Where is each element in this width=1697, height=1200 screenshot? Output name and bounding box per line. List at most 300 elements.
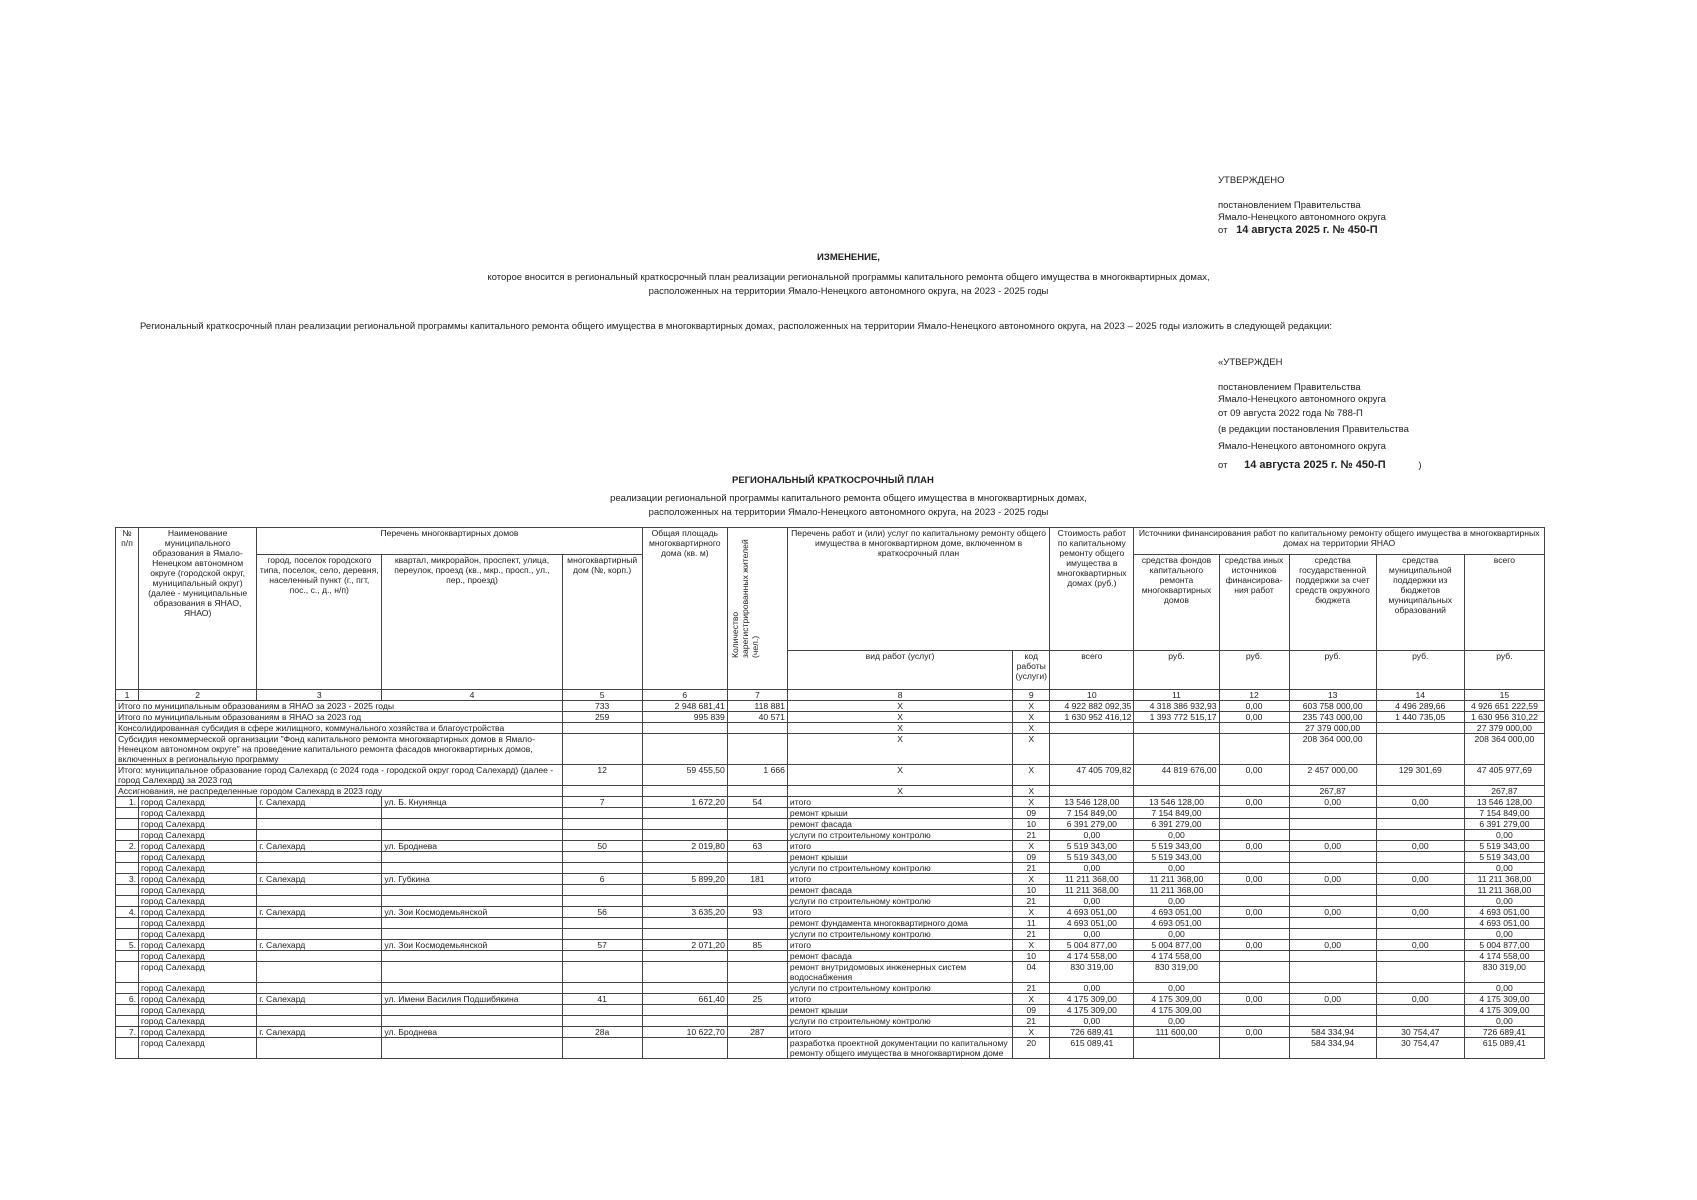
row-state — [1289, 863, 1376, 874]
row-muni: 0,00 — [1376, 940, 1464, 951]
summary-total: 4 926 651 222,59 — [1464, 701, 1544, 712]
row-work-code: 20 — [1013, 1038, 1050, 1059]
row-number — [116, 863, 139, 874]
row-house — [562, 983, 642, 994]
approved2-line4: (в редакции постановления Правительства — [1218, 424, 1409, 435]
row-cost: 4 693 051,00 — [1050, 918, 1134, 929]
row-muni — [1376, 1005, 1464, 1016]
row-municipality: город Салехард — [139, 962, 257, 983]
row-number: 6. — [116, 994, 139, 1005]
row-residents — [727, 808, 787, 819]
approved2-line2: Ямало-Ненецкого автономного округа — [1218, 394, 1386, 405]
row-street: ул. Броднева — [382, 841, 562, 852]
summary-state: 27 379 000,00 — [1289, 723, 1376, 734]
row-fund: 4 693 051,00 — [1134, 918, 1219, 929]
header-rub-15: руб. — [1464, 651, 1544, 690]
row-other — [1219, 929, 1289, 940]
row-city — [257, 819, 382, 830]
summary-area — [642, 723, 727, 734]
row-area: 5 899,20 — [642, 874, 727, 885]
row-number — [116, 830, 139, 841]
summary-cost — [1050, 723, 1134, 734]
row-street — [382, 896, 562, 907]
row-total: 0,00 — [1464, 863, 1544, 874]
row-number: 7. — [116, 1027, 139, 1038]
column-number: 7 — [727, 690, 787, 701]
row-other — [1219, 1038, 1289, 1059]
row-muni: 0,00 — [1376, 797, 1464, 808]
row-other — [1219, 1005, 1289, 1016]
header-house: многоквартирный дом (№, корп.) — [562, 555, 642, 690]
row-work-type: итого — [787, 841, 1012, 852]
row-work-type: итого — [787, 994, 1012, 1005]
summary-works: X — [787, 786, 1012, 797]
row-number — [116, 929, 139, 940]
summary-fund: 1 393 772 515,17 — [1134, 712, 1219, 723]
header-source-fund: средства фондов капитального ремонта многоквартирных домов — [1134, 555, 1219, 651]
row-house: 28а — [562, 1027, 642, 1038]
row-other — [1219, 983, 1289, 994]
row-fund: 4 175 309,00 — [1134, 1005, 1219, 1016]
row-municipality: город Салехард — [139, 863, 257, 874]
row-city — [257, 929, 382, 940]
row-area: 2 019,80 — [642, 841, 727, 852]
row-fund: 4 693 051,00 — [1134, 907, 1219, 918]
header-source-other: средства иных источников финансирова-ния работ — [1219, 555, 1289, 651]
approved2-date: 14 августа 2025 г. № 450-П — [1244, 459, 1386, 471]
summary-total: 267,87 — [1464, 786, 1544, 797]
row-muni: 0,00 — [1376, 907, 1464, 918]
row-number — [116, 951, 139, 962]
summary-other: 0,00 — [1219, 765, 1289, 786]
row-residents: 85 — [727, 940, 787, 951]
row-area: 661,40 — [642, 994, 727, 1005]
row-house: 57 — [562, 940, 642, 951]
row-work-code: 21 — [1013, 1016, 1050, 1027]
row-work-type: услуги по строительному контролю — [787, 929, 1012, 940]
table-row — [116, 841, 1545, 852]
row-residents: 93 — [727, 907, 787, 918]
row-cost: 4 693 051,00 — [1050, 907, 1134, 918]
row-muni — [1376, 918, 1464, 929]
summary-residents: 118 881 — [727, 701, 787, 712]
approved-line1: постановлением Правительства — [1218, 200, 1361, 211]
row-city: г. Салехард — [257, 874, 382, 885]
row-number — [116, 983, 139, 994]
summary-total: 1 630 956 310,22 — [1464, 712, 1544, 723]
row-municipality: город Салехард — [139, 874, 257, 885]
row-municipality: город Салехард — [139, 1038, 257, 1059]
row-muni — [1376, 852, 1464, 863]
row-number — [116, 808, 139, 819]
row-house — [562, 852, 642, 863]
row-house — [562, 951, 642, 962]
row-work-type: ремонт крыши — [787, 808, 1012, 819]
summary-row — [116, 765, 1545, 786]
row-state — [1289, 808, 1376, 819]
summary-cost: 47 405 709,82 — [1050, 765, 1134, 786]
row-state — [1289, 929, 1376, 940]
summary-residents — [727, 734, 787, 765]
summary-code: X — [1013, 701, 1050, 712]
approved-date-line — [1218, 224, 1378, 237]
summary-label: Итого по муниципальным образованиям в ЯНАО за 2023 год — [116, 712, 563, 723]
row-street — [382, 819, 562, 830]
row-work-code: 21 — [1013, 929, 1050, 940]
row-residents — [727, 1038, 787, 1059]
row-work-type: итого — [787, 874, 1012, 885]
summary-row — [116, 712, 1545, 723]
row-number: 4. — [116, 907, 139, 918]
summary-total: 47 405 977,69 — [1464, 765, 1544, 786]
column-number: 14 — [1376, 690, 1464, 701]
row-residents — [727, 852, 787, 863]
row-other — [1219, 962, 1289, 983]
table-row — [116, 863, 1545, 874]
row-state — [1289, 983, 1376, 994]
summary-body — [116, 701, 1545, 797]
row-muni — [1376, 808, 1464, 819]
summary-label: Субсидия некоммерческой организации "Фонд капитального ремонта многоквартирных домов в Ямало-Ненецком автономном округе" на проведение капитального ремонта фасадов многоквартирных домов, включенных в региональную программу — [116, 734, 563, 765]
row-area — [642, 1005, 727, 1016]
row-work-type: ремонт фасада — [787, 819, 1012, 830]
column-number-row — [116, 690, 1545, 701]
row-residents — [727, 896, 787, 907]
row-city — [257, 918, 382, 929]
row-residents — [727, 830, 787, 841]
row-municipality: город Салехард — [139, 852, 257, 863]
row-fund: 11 211 368,00 — [1134, 874, 1219, 885]
row-muni: 30 754,47 — [1376, 1038, 1464, 1059]
summary-row — [116, 701, 1545, 712]
row-state: 0,00 — [1289, 994, 1376, 1005]
row-area — [642, 863, 727, 874]
row-work-code: 09 — [1013, 1005, 1050, 1016]
row-street — [382, 1016, 562, 1027]
table-row — [116, 830, 1545, 841]
row-city — [257, 951, 382, 962]
row-work-type: услуги по строительному контролю — [787, 983, 1012, 994]
row-residents: 54 — [727, 797, 787, 808]
summary-fund — [1134, 786, 1219, 797]
summary-muni: 129 301,69 — [1376, 765, 1464, 786]
row-muni — [1376, 885, 1464, 896]
table-row — [116, 885, 1545, 896]
row-municipality: город Салехард — [139, 819, 257, 830]
row-total: 0,00 — [1464, 983, 1544, 994]
row-residents — [727, 863, 787, 874]
row-municipality: город Салехард — [139, 951, 257, 962]
approved2-line1: постановлением Правительства — [1218, 382, 1361, 393]
header-mo: Наименование муниципального образования в Ямало-Ненецком автономном округе (городской округ, муниципальный округ) (далее - муниципальные образования в ЯНАО, ЯНАО) — [139, 528, 257, 690]
row-state: 584 334,94 — [1289, 1027, 1376, 1038]
summary-state: 603 758 000,00 — [1289, 701, 1376, 712]
approved-line2: Ямало-Ненецкого автономного округа — [1218, 212, 1386, 223]
row-cost: 0,00 — [1050, 929, 1134, 940]
row-muni — [1376, 951, 1464, 962]
table-row — [116, 1016, 1545, 1027]
row-total: 0,00 — [1464, 830, 1544, 841]
summary-houses — [562, 734, 642, 765]
summary-state: 208 364 000,00 — [1289, 734, 1376, 765]
summary-works: X — [787, 712, 1012, 723]
column-number: 2 — [139, 690, 257, 701]
row-city: г. Салехард — [257, 1027, 382, 1038]
row-street — [382, 983, 562, 994]
header-residents-text: Количество зарегистрированных жителей (чел.) — [729, 539, 760, 658]
row-street — [382, 962, 562, 983]
row-state: 0,00 — [1289, 940, 1376, 951]
row-state: 0,00 — [1289, 874, 1376, 885]
row-municipality: город Салехард — [139, 983, 257, 994]
row-total: 4 175 309,00 — [1464, 994, 1544, 1005]
header-source-muni: средства муниципальной поддержки из бюджетов муниципальных образований — [1376, 555, 1464, 651]
summary-label: Итого: муниципальное образование город Салехард (с 2024 года - городской округ город Салехард) (далее - город Салехард) за 2023 год — [116, 765, 563, 786]
row-number — [116, 918, 139, 929]
approved2-ot: от — [1218, 460, 1228, 471]
row-residents: 25 — [727, 994, 787, 1005]
row-muni — [1376, 983, 1464, 994]
plan-title: РЕГИОНАЛЬНЫЙ КРАТКОСРОЧНЫЙ ПЛАН — [732, 475, 934, 486]
row-state — [1289, 819, 1376, 830]
row-other — [1219, 863, 1289, 874]
column-number: 9 — [1013, 690, 1050, 701]
row-residents — [727, 1005, 787, 1016]
row-work-code: 10 — [1013, 819, 1050, 830]
row-muni — [1376, 830, 1464, 841]
summary-muni — [1376, 734, 1464, 765]
row-fund: 111 600,00 — [1134, 1027, 1219, 1038]
row-fund: 11 211 368,00 — [1134, 885, 1219, 896]
row-other: 0,00 — [1219, 874, 1289, 885]
summary-works: X — [787, 765, 1012, 786]
row-total: 5 004 877,00 — [1464, 940, 1544, 951]
summary-muni — [1376, 723, 1464, 734]
row-total: 0,00 — [1464, 1016, 1544, 1027]
row-total: 11 211 368,00 — [1464, 885, 1544, 896]
table-row — [116, 962, 1545, 983]
row-work-code: X — [1013, 940, 1050, 951]
row-house: 6 — [562, 874, 642, 885]
row-state — [1289, 885, 1376, 896]
header-source-state: средства государственной поддержки за счет средств окружного бюджета — [1289, 555, 1376, 651]
row-municipality: город Салехард — [139, 940, 257, 951]
row-cost: 13 546 128,00 — [1050, 797, 1134, 808]
table-row — [116, 940, 1545, 951]
row-street — [382, 852, 562, 863]
row-total: 726 689,41 — [1464, 1027, 1544, 1038]
row-other: 0,00 — [1219, 1027, 1289, 1038]
row-state — [1289, 962, 1376, 983]
row-other — [1219, 951, 1289, 962]
row-house — [562, 918, 642, 929]
summary-state: 2 457 000,00 — [1289, 765, 1376, 786]
row-work-type: ремонт внутридомовых инженерных систем водоснабжения — [787, 962, 1012, 983]
plan-line1: реализации региональной программы капитального ремонта общего имущества в многоквартирных домах, — [610, 493, 1087, 504]
row-work-code: 10 — [1013, 951, 1050, 962]
header-work-code: код работы (услуги) — [1013, 651, 1050, 690]
row-cost: 4 175 309,00 — [1050, 1005, 1134, 1016]
summary-total: 208 364 000,00 — [1464, 734, 1544, 765]
column-number: 15 — [1464, 690, 1544, 701]
row-total: 4 693 051,00 — [1464, 918, 1544, 929]
row-number — [116, 885, 139, 896]
approved-date: 14 августа 2025 г. № 450-П — [1236, 224, 1378, 236]
row-municipality: город Салехард — [139, 918, 257, 929]
table-row — [116, 907, 1545, 918]
row-city — [257, 896, 382, 907]
header-rub-12: руб. — [1219, 651, 1289, 690]
row-work-type: разработка проектной документации по капитальному ремонту общего имущества в многоквартирном доме — [787, 1038, 1012, 1059]
header-rub-14: руб. — [1376, 651, 1464, 690]
row-residents: 181 — [727, 874, 787, 885]
table-row — [116, 1038, 1545, 1059]
summary-code: X — [1013, 712, 1050, 723]
row-area — [642, 951, 727, 962]
table-row — [116, 852, 1545, 863]
table-row — [116, 929, 1545, 940]
summary-code: X — [1013, 734, 1050, 765]
row-municipality: город Салехард — [139, 1027, 257, 1038]
row-house — [562, 1005, 642, 1016]
row-street — [382, 951, 562, 962]
row-cost: 4 174 558,00 — [1050, 951, 1134, 962]
table-row — [116, 994, 1545, 1005]
row-work-code: 09 — [1013, 852, 1050, 863]
summary-label: Итого по муниципальным образованиям в ЯНАО за 2023 - 2025 годы — [116, 701, 563, 712]
row-street — [382, 1038, 562, 1059]
row-house: 56 — [562, 907, 642, 918]
approved2-line3: от 09 августа 2022 года № 788-П — [1218, 408, 1363, 419]
row-residents — [727, 1016, 787, 1027]
summary-cost — [1050, 734, 1134, 765]
row-city: г. Салехард — [257, 907, 382, 918]
table-row — [116, 918, 1545, 929]
row-total: 11 211 368,00 — [1464, 874, 1544, 885]
column-number: 8 — [787, 690, 1012, 701]
row-house — [562, 962, 642, 983]
row-street: ул. Броднева — [382, 1027, 562, 1038]
row-work-code: X — [1013, 994, 1050, 1005]
header-city: город, поселок городского типа, поселок, село, деревня, населенный пункт (г., пгт, пос., с., д., н/п) — [257, 555, 382, 690]
rows-body — [116, 797, 1545, 1059]
row-fund: 0,00 — [1134, 983, 1219, 994]
row-number — [116, 962, 139, 983]
table-row — [116, 1005, 1545, 1016]
row-fund: 13 546 128,00 — [1134, 797, 1219, 808]
row-city — [257, 863, 382, 874]
row-city: г. Салехард — [257, 841, 382, 852]
row-total: 0,00 — [1464, 929, 1544, 940]
row-cost: 4 175 309,00 — [1050, 994, 1134, 1005]
row-work-type: итого — [787, 907, 1012, 918]
change-line2: расположенных на территории Ямало-Ненецкого автономного округа, на 2023 - 2025 годы — [648, 286, 1049, 297]
row-work-code: 04 — [1013, 962, 1050, 983]
row-work-type: ремонт фасада — [787, 885, 1012, 896]
summary-code: X — [1013, 786, 1050, 797]
row-other: 0,00 — [1219, 940, 1289, 951]
summary-houses: 259 — [562, 712, 642, 723]
row-city — [257, 1016, 382, 1027]
row-work-code: X — [1013, 1027, 1050, 1038]
row-total: 830 319,00 — [1464, 962, 1544, 983]
column-number: 11 — [1134, 690, 1219, 701]
row-work-code: 21 — [1013, 830, 1050, 841]
row-muni: 30 754,47 — [1376, 1027, 1464, 1038]
header-house-list: Перечень многоквартирных домов — [257, 528, 643, 555]
row-work-code: X — [1013, 797, 1050, 808]
summary-other: 0,00 — [1219, 701, 1289, 712]
header-street: квартал, микрорайон, проспект, улица, переулок, проезд (кв., мкр., просп., ул., пер., проезд) — [382, 555, 562, 690]
summary-other — [1219, 786, 1289, 797]
row-total: 5 519 343,00 — [1464, 852, 1544, 863]
row-municipality: город Салехард — [139, 994, 257, 1005]
row-other: 0,00 — [1219, 841, 1289, 852]
row-work-type: услуги по строительному контролю — [787, 863, 1012, 874]
row-residents — [727, 929, 787, 940]
row-other — [1219, 819, 1289, 830]
row-city — [257, 808, 382, 819]
summary-works: X — [787, 701, 1012, 712]
row-other — [1219, 808, 1289, 819]
row-municipality: город Салехард — [139, 830, 257, 841]
row-municipality: город Салехард — [139, 929, 257, 940]
row-muni — [1376, 962, 1464, 983]
row-area — [642, 896, 727, 907]
summary-area: 995 839 — [642, 712, 727, 723]
approved2-close: ) — [1418, 460, 1422, 471]
row-area — [642, 819, 727, 830]
row-house: 41 — [562, 994, 642, 1005]
row-street: ул. Губкина — [382, 874, 562, 885]
row-cost: 7 154 849,00 — [1050, 808, 1134, 819]
row-muni — [1376, 1016, 1464, 1027]
row-fund: 830 319,00 — [1134, 962, 1219, 983]
summary-row — [116, 734, 1545, 765]
row-other: 0,00 — [1219, 907, 1289, 918]
row-total: 4 693 051,00 — [1464, 907, 1544, 918]
summary-houses — [562, 723, 642, 734]
summary-state: 267,87 — [1289, 786, 1376, 797]
summary-works: X — [787, 723, 1012, 734]
row-total: 4 175 309,00 — [1464, 1005, 1544, 1016]
header-sources: Источники финансирования работ по капитальному ремонту общего имущества в многоквартирных домах на территории ЯНАО — [1134, 528, 1545, 555]
row-work-code: 21 — [1013, 983, 1050, 994]
table-row — [116, 896, 1545, 907]
row-cost: 5 519 343,00 — [1050, 841, 1134, 852]
row-area — [642, 962, 727, 983]
row-fund: 7 154 849,00 — [1134, 808, 1219, 819]
table-row — [116, 808, 1545, 819]
row-fund: 0,00 — [1134, 929, 1219, 940]
row-street: ул. Зои Космодемьянской — [382, 907, 562, 918]
column-number: 5 — [562, 690, 642, 701]
summary-cost — [1050, 786, 1134, 797]
row-cost: 11 211 368,00 — [1050, 885, 1134, 896]
row-other: 0,00 — [1219, 797, 1289, 808]
summary-code: X — [1013, 723, 1050, 734]
row-work-type: итого — [787, 1027, 1012, 1038]
row-other — [1219, 918, 1289, 929]
row-residents — [727, 885, 787, 896]
row-muni — [1376, 863, 1464, 874]
row-municipality: город Салехард — [139, 896, 257, 907]
row-muni — [1376, 929, 1464, 940]
row-house — [562, 808, 642, 819]
plan-table — [115, 527, 1545, 1059]
summary-row — [116, 723, 1545, 734]
row-area — [642, 929, 727, 940]
